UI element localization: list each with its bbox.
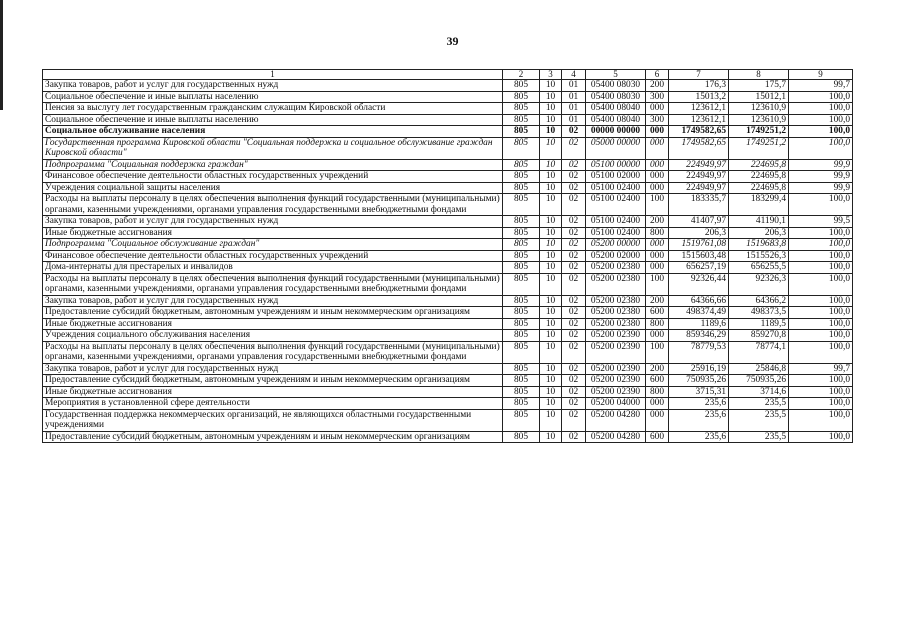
row-col8-cell: 224695,8 — [729, 182, 789, 194]
row-col5-cell: 05200 02380 — [586, 262, 646, 274]
row-col8-cell: 498373,5 — [729, 307, 789, 319]
row-col5-cell: 05400 08030 — [586, 80, 646, 92]
row-name-cell: Мероприятия в установленной сфере деятельности — [43, 398, 503, 410]
row-col5-cell: 05200 02390 — [586, 363, 646, 375]
row-col7-cell: 78779,53 — [669, 341, 729, 363]
row-col7-cell: 1515603,48 — [669, 250, 729, 262]
row-col5-cell: 05200 02390 — [586, 341, 646, 363]
row-name-cell: Финансовое обеспечение деятельности областных государственных учреждений — [43, 250, 503, 262]
row-col4-cell: 02 — [562, 363, 586, 375]
row-col2-cell: 805 — [503, 227, 540, 239]
row-col7-cell: 64366,66 — [669, 295, 729, 307]
row-col7-cell: 3715,31 — [669, 386, 729, 398]
row-col4-cell: 02 — [562, 273, 586, 295]
row-col6-cell: 300 — [646, 91, 669, 103]
row-col9-cell: 100,0 — [789, 137, 853, 159]
table-row — [43, 307, 853, 319]
row-col6-cell: 200 — [646, 80, 669, 92]
row-col2-cell: 805 — [503, 330, 540, 342]
row-col9-cell: 100,0 — [789, 103, 853, 115]
row-name-cell: Предоставление субсидий бюджетным, автономным учреждениям и иным некоммерческим организациям — [43, 375, 503, 387]
header-cell: 4 — [562, 70, 586, 80]
row-name-cell: Социальное обслуживание населения — [43, 126, 503, 138]
table-row — [43, 80, 853, 92]
header-cell: 1 — [43, 70, 503, 80]
row-col4-cell: 02 — [562, 318, 586, 330]
row-col5-cell: 05100 02400 — [586, 194, 646, 216]
scan-edge-mark — [0, 0, 3, 110]
row-col9-cell: 100,0 — [789, 91, 853, 103]
row-col3-cell: 10 — [540, 431, 562, 443]
row-col5-cell: 05200 02390 — [586, 386, 646, 398]
row-name-cell: Государственная поддержка некоммерческих организаций, не являющихся областными государственными учреждениями — [43, 409, 503, 431]
table-row — [43, 409, 853, 431]
row-col3-cell: 10 — [540, 295, 562, 307]
table-row — [43, 126, 853, 138]
row-col9-cell: 100,0 — [789, 386, 853, 398]
row-col4-cell: 02 — [562, 239, 586, 251]
row-col2-cell: 805 — [503, 216, 540, 228]
table-row — [43, 182, 853, 194]
row-col7-cell: 498374,49 — [669, 307, 729, 319]
row-col7-cell: 1749582,65 — [669, 126, 729, 138]
row-col3-cell: 10 — [540, 103, 562, 115]
row-col5-cell: 05100 00000 — [586, 159, 646, 171]
row-col8-cell: 183299,4 — [729, 194, 789, 216]
row-name-cell: Подпрограмма "Социальное обслуживание граждан" — [43, 239, 503, 251]
row-col4-cell: 02 — [562, 295, 586, 307]
row-col5-cell: 05100 02400 — [586, 216, 646, 228]
row-col2-cell: 805 — [503, 386, 540, 398]
row-name-cell: Социальное обеспечение и иные выплаты населению — [43, 114, 503, 126]
row-col8-cell: 235,5 — [729, 431, 789, 443]
row-col9-cell: 100,0 — [789, 273, 853, 295]
row-col3-cell: 10 — [540, 80, 562, 92]
row-col2-cell: 805 — [503, 409, 540, 431]
row-col3-cell: 10 — [540, 273, 562, 295]
row-name-cell: Предоставление субсидий бюджетным, автономным учреждениям и иным некоммерческим организациям — [43, 307, 503, 319]
row-col8-cell: 1749251,2 — [729, 126, 789, 138]
row-col7-cell: 235,6 — [669, 398, 729, 410]
row-name-cell: Закупка товаров, работ и услуг для государственных нужд — [43, 295, 503, 307]
row-name-cell: Расходы на выплаты персоналу в целях обеспечения выполнения функций государственными (муниципальными) органами, казенными учреждениями, органами управления государственными внебюджетными фондами — [43, 273, 503, 295]
row-col2-cell: 805 — [503, 307, 540, 319]
table-row — [43, 239, 853, 251]
row-col2-cell: 805 — [503, 159, 540, 171]
row-col5-cell: 05200 00000 — [586, 239, 646, 251]
row-col9-cell: 100,0 — [789, 114, 853, 126]
row-col8-cell: 175,7 — [729, 80, 789, 92]
row-col5-cell: 05200 02380 — [586, 307, 646, 319]
row-col7-cell: 224949,97 — [669, 159, 729, 171]
row-col6-cell: 000 — [646, 398, 669, 410]
table-row — [43, 91, 853, 103]
row-col6-cell: 600 — [646, 375, 669, 387]
row-col2-cell: 805 — [503, 375, 540, 387]
row-col4-cell: 02 — [562, 194, 586, 216]
row-col8-cell: 3714,6 — [729, 386, 789, 398]
row-col8-cell: 224695,8 — [729, 159, 789, 171]
row-col5-cell: 05200 02380 — [586, 273, 646, 295]
row-col2-cell: 805 — [503, 137, 540, 159]
row-name-cell: Социальное обеспечение и иные выплаты населению — [43, 91, 503, 103]
row-col7-cell: 1749582,65 — [669, 137, 729, 159]
table-row — [43, 363, 853, 375]
row-name-cell: Дома-интернаты для престарелых и инвалидов — [43, 262, 503, 274]
row-col6-cell: 000 — [646, 239, 669, 251]
table-row — [43, 194, 853, 216]
row-col8-cell: 1189,5 — [729, 318, 789, 330]
row-col4-cell: 02 — [562, 431, 586, 443]
row-col3-cell: 10 — [540, 126, 562, 138]
row-name-cell: Расходы на выплаты персоналу в целях обеспечения выполнения функций государственными (муниципальными) органами, казенными учреждениями, органами управления государственными внебюджетными фондами — [43, 341, 503, 363]
row-col9-cell: 100,0 — [789, 330, 853, 342]
row-col8-cell: 123610,9 — [729, 103, 789, 115]
table-row — [43, 103, 853, 115]
row-col7-cell: 123612,1 — [669, 114, 729, 126]
row-col2-cell: 805 — [503, 171, 540, 183]
row-col5-cell: 05200 02000 — [586, 250, 646, 262]
row-col9-cell: 100,0 — [789, 375, 853, 387]
row-col6-cell: 600 — [646, 431, 669, 443]
row-col4-cell: 01 — [562, 91, 586, 103]
row-name-cell: Предоставление субсидий бюджетным, автономным учреждениям и иным некоммерческим организациям — [43, 431, 503, 443]
row-col9-cell: 99,9 — [789, 182, 853, 194]
row-col7-cell: 41407,97 — [669, 216, 729, 228]
row-col8-cell: 92326,3 — [729, 273, 789, 295]
row-name-cell: Учреждения социальной защиты населения — [43, 182, 503, 194]
row-col7-cell: 750935,26 — [669, 375, 729, 387]
row-col7-cell: 15013,2 — [669, 91, 729, 103]
row-col2-cell: 805 — [503, 318, 540, 330]
row-col4-cell: 02 — [562, 330, 586, 342]
row-col3-cell: 10 — [540, 386, 562, 398]
row-col9-cell: 100,0 — [789, 194, 853, 216]
row-col8-cell: 123610,9 — [729, 114, 789, 126]
row-col2-cell: 805 — [503, 114, 540, 126]
row-col6-cell: 100 — [646, 273, 669, 295]
row-col3-cell: 10 — [540, 91, 562, 103]
row-col5-cell: 05400 08040 — [586, 103, 646, 115]
row-col3-cell: 10 — [540, 137, 562, 159]
table-body — [43, 80, 853, 443]
row-col6-cell: 000 — [646, 171, 669, 183]
row-col4-cell: 02 — [562, 341, 586, 363]
row-col7-cell: 1519761,08 — [669, 239, 729, 251]
row-col5-cell: 05100 02400 — [586, 182, 646, 194]
row-col4-cell: 01 — [562, 114, 586, 126]
table-row — [43, 398, 853, 410]
row-col8-cell: 78774,1 — [729, 341, 789, 363]
row-col4-cell: 02 — [562, 227, 586, 239]
row-col4-cell: 02 — [562, 137, 586, 159]
row-col2-cell: 805 — [503, 262, 540, 274]
row-col4-cell: 02 — [562, 262, 586, 274]
row-col8-cell: 235,5 — [729, 409, 789, 431]
row-col8-cell: 859270,8 — [729, 330, 789, 342]
row-col5-cell: 05200 04000 — [586, 398, 646, 410]
row-col5-cell: 05100 02400 — [586, 227, 646, 239]
row-col8-cell: 41190,1 — [729, 216, 789, 228]
row-col4-cell: 02 — [562, 216, 586, 228]
row-col9-cell: 100,0 — [789, 431, 853, 443]
row-col7-cell: 1189,6 — [669, 318, 729, 330]
row-col9-cell: 100,0 — [789, 227, 853, 239]
row-col5-cell: 05200 04280 — [586, 431, 646, 443]
table-row — [43, 137, 853, 159]
table-row — [43, 386, 853, 398]
row-col8-cell: 15012,1 — [729, 91, 789, 103]
row-col7-cell: 859346,29 — [669, 330, 729, 342]
row-col3-cell: 10 — [540, 398, 562, 410]
table-row — [43, 273, 853, 295]
header-cell: 8 — [729, 70, 789, 80]
row-col4-cell: 02 — [562, 307, 586, 319]
row-col7-cell: 206,3 — [669, 227, 729, 239]
row-col3-cell: 10 — [540, 216, 562, 228]
table-row — [43, 330, 853, 342]
row-col3-cell: 10 — [540, 194, 562, 216]
table-header-row — [43, 70, 853, 80]
row-col2-cell: 805 — [503, 103, 540, 115]
row-col3-cell: 10 — [540, 341, 562, 363]
row-col5-cell: 05400 08040 — [586, 114, 646, 126]
row-col8-cell: 1519683,8 — [729, 239, 789, 251]
row-col3-cell: 10 — [540, 363, 562, 375]
row-col8-cell: 1515526,3 — [729, 250, 789, 262]
row-col8-cell: 656255,5 — [729, 262, 789, 274]
row-col2-cell: 805 — [503, 239, 540, 251]
row-col7-cell: 92326,44 — [669, 273, 729, 295]
row-col4-cell: 02 — [562, 159, 586, 171]
row-col7-cell: 235,6 — [669, 431, 729, 443]
row-col3-cell: 10 — [540, 409, 562, 431]
row-col2-cell: 805 — [503, 295, 540, 307]
row-col3-cell: 10 — [540, 262, 562, 274]
row-col7-cell: 224949,97 — [669, 182, 729, 194]
row-col3-cell: 10 — [540, 114, 562, 126]
row-col7-cell: 25916,19 — [669, 363, 729, 375]
row-col9-cell: 99,9 — [789, 171, 853, 183]
row-col9-cell: 100,0 — [789, 262, 853, 274]
row-col8-cell: 64366,2 — [729, 295, 789, 307]
row-col9-cell: 99,5 — [789, 216, 853, 228]
row-col4-cell: 02 — [562, 398, 586, 410]
row-col8-cell: 224695,8 — [729, 171, 789, 183]
row-col3-cell: 10 — [540, 318, 562, 330]
row-col6-cell: 100 — [646, 194, 669, 216]
row-col3-cell: 10 — [540, 159, 562, 171]
table-row — [43, 159, 853, 171]
row-col6-cell: 000 — [646, 159, 669, 171]
row-col6-cell: 000 — [646, 103, 669, 115]
row-col4-cell: 01 — [562, 103, 586, 115]
row-col5-cell: 05400 08030 — [586, 91, 646, 103]
row-name-cell: Иные бюджетные ассигнования — [43, 318, 503, 330]
table-row — [43, 375, 853, 387]
row-col2-cell: 805 — [503, 194, 540, 216]
header-cell: 5 — [586, 70, 646, 80]
row-col4-cell: 02 — [562, 375, 586, 387]
table-row — [43, 114, 853, 126]
row-col5-cell: 05100 02000 — [586, 171, 646, 183]
row-col5-cell: 05200 04280 — [586, 409, 646, 431]
row-col4-cell: 02 — [562, 126, 586, 138]
row-col2-cell: 805 — [503, 341, 540, 363]
row-col4-cell: 01 — [562, 80, 586, 92]
row-col5-cell: 05200 02390 — [586, 330, 646, 342]
row-col3-cell: 10 — [540, 375, 562, 387]
row-name-cell: Государственная программа Кировской области "Социальная поддержка и социальное обслуживание граждан Кировской области" — [43, 137, 503, 159]
row-col2-cell: 805 — [503, 250, 540, 262]
row-col7-cell: 183335,7 — [669, 194, 729, 216]
row-col9-cell: 100,0 — [789, 398, 853, 410]
row-col6-cell: 200 — [646, 363, 669, 375]
row-col2-cell: 805 — [503, 182, 540, 194]
row-col7-cell: 176,3 — [669, 80, 729, 92]
table-row — [43, 262, 853, 274]
row-col3-cell: 10 — [540, 239, 562, 251]
row-name-cell: Расходы на выплаты персоналу в целях обеспечения выполнения функций государственными (муниципальными) органами, казенными учреждениями, органами управления государственными внебюджетными фондами — [43, 194, 503, 216]
row-col5-cell: 05200 02380 — [586, 295, 646, 307]
row-col5-cell: 05000 00000 — [586, 137, 646, 159]
header-cell: 6 — [646, 70, 669, 80]
row-col2-cell: 805 — [503, 431, 540, 443]
row-col6-cell: 200 — [646, 216, 669, 228]
row-col6-cell: 000 — [646, 126, 669, 138]
row-col6-cell: 300 — [646, 114, 669, 126]
row-col5-cell: 05200 02380 — [586, 318, 646, 330]
table-row — [43, 318, 853, 330]
row-col6-cell: 100 — [646, 341, 669, 363]
row-name-cell: Закупка товаров, работ и услуг для государственных нужд — [43, 80, 503, 92]
row-name-cell: Пенсия за выслугу лет государственным гражданским служащим Кировской области — [43, 103, 503, 115]
table-row — [43, 171, 853, 183]
row-col6-cell: 200 — [646, 295, 669, 307]
row-col6-cell: 800 — [646, 318, 669, 330]
row-col8-cell: 25846,8 — [729, 363, 789, 375]
table-row — [43, 341, 853, 363]
row-col9-cell: 100,0 — [789, 318, 853, 330]
row-col9-cell: 100,0 — [789, 239, 853, 251]
row-col7-cell: 656257,19 — [669, 262, 729, 274]
row-col4-cell: 02 — [562, 409, 586, 431]
row-col9-cell: 100,0 — [789, 341, 853, 363]
row-col2-cell: 805 — [503, 398, 540, 410]
row-col9-cell: 100,0 — [789, 295, 853, 307]
row-col7-cell: 224949,97 — [669, 171, 729, 183]
table-row — [43, 431, 853, 443]
row-name-cell: Иные бюджетные ассигнования — [43, 227, 503, 239]
row-col9-cell: 99,9 — [789, 159, 853, 171]
row-col6-cell: 000 — [646, 330, 669, 342]
row-name-cell: Иные бюджетные ассигнования — [43, 386, 503, 398]
row-col8-cell: 1749251,2 — [729, 137, 789, 159]
row-name-cell: Закупка товаров, работ и услуг для государственных нужд — [43, 216, 503, 228]
row-name-cell: Учреждения социального обслуживания населения — [43, 330, 503, 342]
row-col5-cell: 05200 02390 — [586, 375, 646, 387]
row-col9-cell: 100,0 — [789, 409, 853, 431]
row-col2-cell: 805 — [503, 91, 540, 103]
row-col7-cell: 123612,1 — [669, 103, 729, 115]
row-col6-cell: 800 — [646, 386, 669, 398]
row-col3-cell: 10 — [540, 171, 562, 183]
row-col3-cell: 10 — [540, 330, 562, 342]
row-col2-cell: 805 — [503, 80, 540, 92]
header-cell: 2 — [503, 70, 540, 80]
row-col9-cell: 99,7 — [789, 363, 853, 375]
row-col4-cell: 02 — [562, 171, 586, 183]
header-cell: 3 — [540, 70, 562, 80]
row-col6-cell: 000 — [646, 137, 669, 159]
row-col6-cell: 000 — [646, 262, 669, 274]
row-col4-cell: 02 — [562, 386, 586, 398]
page-number: 39 — [446, 34, 459, 48]
row-col4-cell: 02 — [562, 182, 586, 194]
row-name-cell: Закупка товаров, работ и услуг для государственных нужд — [43, 363, 503, 375]
header-cell: 9 — [789, 70, 853, 80]
row-col2-cell: 805 — [503, 273, 540, 295]
row-col8-cell: 206,3 — [729, 227, 789, 239]
row-col5-cell: 00000 00000 — [586, 126, 646, 138]
table-row — [43, 250, 853, 262]
row-col3-cell: 10 — [540, 227, 562, 239]
row-col8-cell: 235,5 — [729, 398, 789, 410]
row-col7-cell: 235,6 — [669, 409, 729, 431]
row-name-cell: Финансовое обеспечение деятельности областных государственных учреждений — [43, 171, 503, 183]
row-col6-cell: 000 — [646, 182, 669, 194]
row-col4-cell: 02 — [562, 250, 586, 262]
table-row — [43, 227, 853, 239]
row-col6-cell: 000 — [646, 250, 669, 262]
row-col2-cell: 805 — [503, 126, 540, 138]
row-col8-cell: 750935,26 — [729, 375, 789, 387]
row-col9-cell: 100,0 — [789, 126, 853, 138]
row-col9-cell: 100,0 — [789, 307, 853, 319]
header-cell: 7 — [669, 70, 729, 80]
row-col9-cell: 99,7 — [789, 80, 853, 92]
row-col3-cell: 10 — [540, 307, 562, 319]
row-col3-cell: 10 — [540, 250, 562, 262]
row-name-cell: Подпрограмма "Социальная поддержка граждан" — [43, 159, 503, 171]
row-col6-cell: 600 — [646, 307, 669, 319]
row-col9-cell: 100,0 — [789, 250, 853, 262]
table-row — [43, 216, 853, 228]
row-col6-cell: 800 — [646, 227, 669, 239]
budget-table — [42, 69, 853, 443]
row-col6-cell: 000 — [646, 409, 669, 431]
row-col2-cell: 805 — [503, 363, 540, 375]
table-row — [43, 295, 853, 307]
row-col3-cell: 10 — [540, 182, 562, 194]
